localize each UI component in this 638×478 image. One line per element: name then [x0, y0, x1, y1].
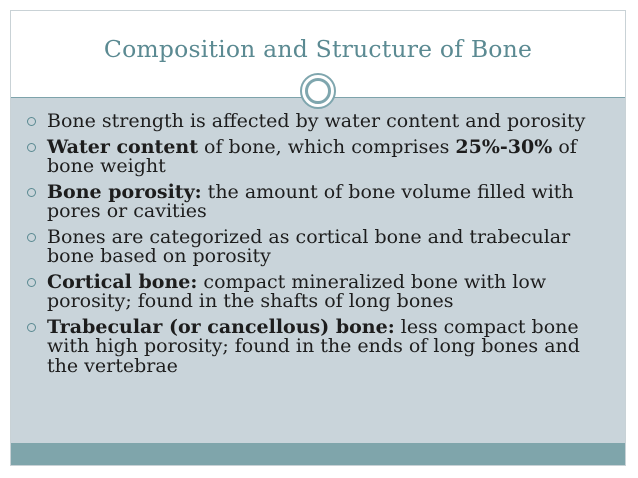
bullet-item — [21, 112, 611, 132]
bullet-item — [21, 270, 611, 312]
bullet-bold-text: Bone porosity: — [47, 180, 202, 203]
bullet-text: Bone strength is affected by water content and porosity — [47, 110, 586, 132]
slide — [10, 10, 626, 466]
slide-title: Composition and Structure of Bone — [103, 35, 533, 63]
bullet-text: Bones are categorized as cortical bone and trabecular bone based on porosity — [47, 225, 571, 267]
bullet-item — [21, 135, 611, 177]
bullet-circle-icon — [27, 117, 36, 126]
bullet-text: the amount of bone volume filled with pores or cavities — [47, 180, 574, 222]
bullet-text: less compact bone with high porosity; found in the ends of long bones and the vertebrae — [47, 315, 580, 377]
bullet-list — [21, 112, 611, 382]
bullet-circle-icon — [27, 143, 36, 152]
bullet-text: of bone weight — [47, 135, 577, 177]
bullet-circle-icon — [27, 278, 36, 287]
circle-ornament-inner — [305, 78, 331, 104]
bullet-text: of bone, which comprises — [198, 135, 456, 158]
bullet-item — [21, 180, 611, 222]
bullet-item — [21, 225, 611, 267]
bullet-circle-icon — [27, 323, 36, 332]
bullet-bold-text: 25%-30% — [455, 135, 553, 158]
bullet-circle-icon — [27, 233, 36, 242]
bullet-bold-text: Trabecular (or cancellous) bone: — [47, 315, 395, 338]
circle-ornament-icon — [300, 73, 336, 109]
bullet-item — [21, 315, 611, 377]
bullet-circle-icon — [27, 188, 36, 197]
bullet-bold-text: Water content — [47, 135, 198, 158]
bullet-bold-text: Cortical bone: — [47, 270, 198, 293]
bottom-accent-band — [11, 443, 625, 465]
bullet-text: compact mineralized bone with low porosity; found in the shafts of long bones — [47, 270, 547, 312]
